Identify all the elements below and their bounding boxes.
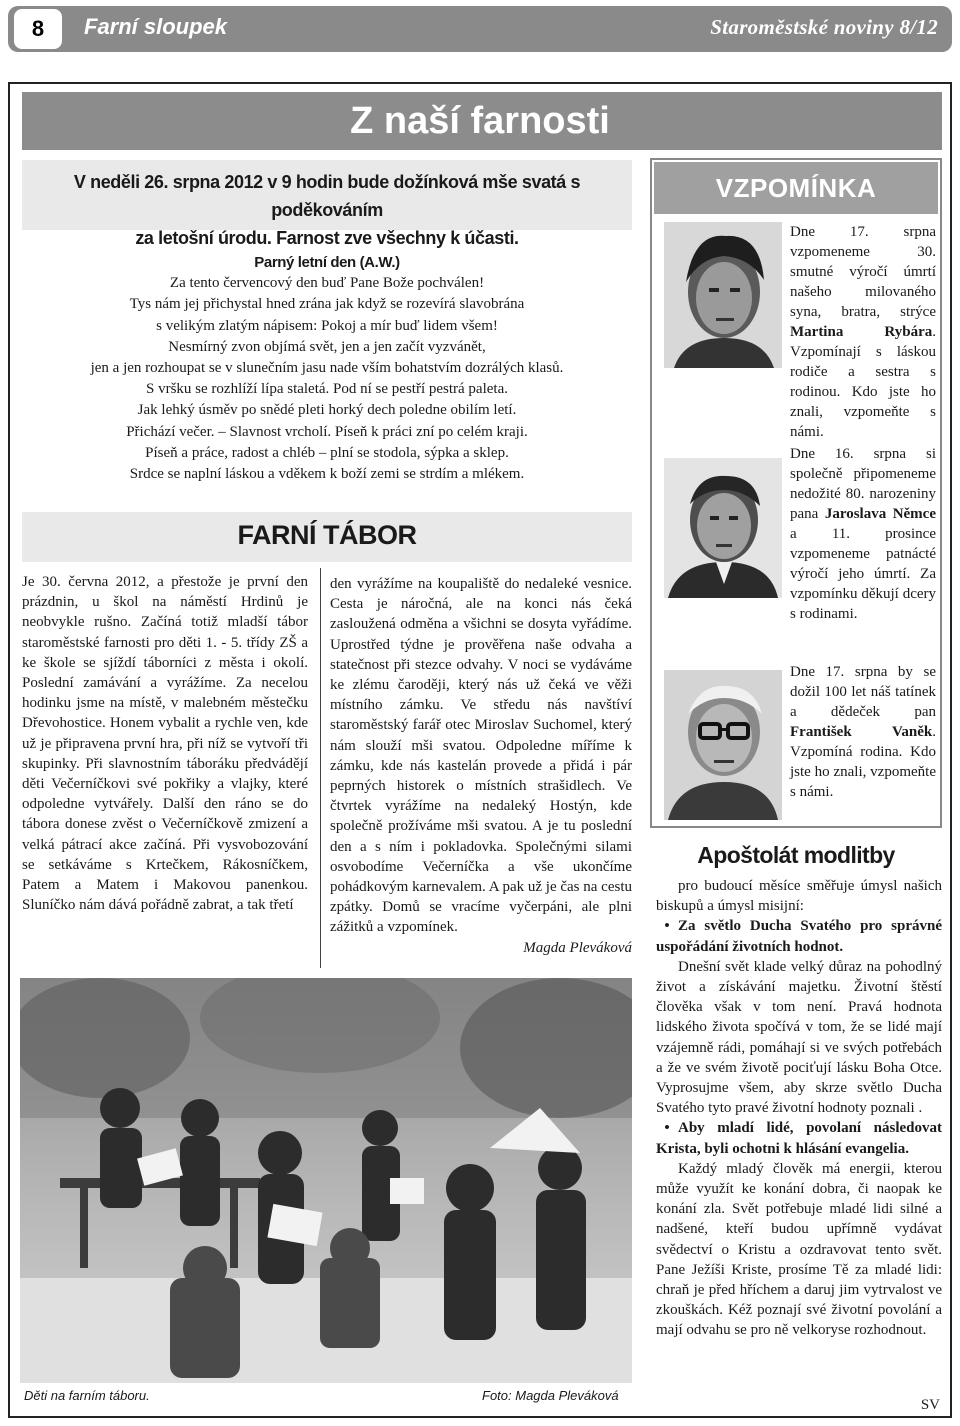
prayer-title: Apoštolát modlitby [697,842,895,868]
memorial-name: František Vaněk [790,724,933,740]
camp-photo-image [20,978,632,1383]
prayer-intro: pro budoucí měsíce směřuje úmysl našich biskupů a úmysl misijní: [656,878,942,915]
announcement-line-1: V neděli 26. srpna 2012 v 9 hodin bude dožínková mše svatá s poděkováním [73,172,581,220]
camp-title: FARNÍ TÁBOR [237,520,417,550]
prayer-paragraph-1: Dnešní svět klade velký důraz na pohodlný život a získávání majetku. Životní štěstí člověka však v tom není. Pravá hodnota lidského života spočívá v tom, že se lidé mají vzájemně rádi, pomáhají si ve svých potřebách a že ve svém životě pociťují lásku Boha Otce. Vyprosujme všem, aby skrze světlo Ducha Svatého tyto pravé životní hodnoty poznali . [656,958,942,1117]
prayer-paragraph-2: Každý mladý člověk má energii, kterou může využít ke konání dobra, či naopak ke konání zla. Svět potřebuje mladé lidi silné a nadšené, kteří budou upřímně vydávat svědectví o Kristu a ozdravovat tento svět. Pane Ježíši Kriste, prosíme Tě za mladé lidi: chraň je před hříchem a daruj jim vytrvalost ve zkouškách. Kéž poznají své životní povolání a mají odvahu se pro ně velkoryse rozhodnout. [656,1160,942,1339]
announcement-line-2: za letošní úrodu. Farnost zve všechny k účasti. [135,228,519,248]
memorial-name: Jaroslava Němce [824,506,936,522]
poem-title: Parný letní den (A.W.) [254,254,400,271]
prayer-signature: SV [920,1397,940,1413]
main-title: Z naší farnosti [350,100,610,142]
poem-line: Za tento červencový den buď Pane Bože pochválen! [169,275,485,292]
section-name: Farní sloupek [84,14,228,39]
poem [22,252,632,485]
poem-line: Nesmírný zvon objímá svět, jen a jen začít vyzvánět, [168,338,486,355]
bullet-icon: • [664,1120,670,1137]
camp-text-1: Je 30. června 2012, a přestože je první den prázdnin, u škol na náměstí Hrdinů je neobvykle rušno. Začíná totiž mladší tábor staroměstské farnosti pro děti 1. - 5. třídy ZŠ a ke škole se sjíždí táborníci z města i okolí. Poslední zamávání a vyrážíme. Za necelou hodinku jsme na místě, v malebném městečku Dřevohostice. Honem vybalit a rychle ven, kde už je připravena první hra, při níž se vytvoří tři skupinky. Při slavnostním táboráku předvádějí děti Večerníčkovi své pokřiky a vlajky, které odpoledne vytvářely. Další den ráno se do tábora donese zvěst o Večerníčkově zmizení a velká pátrací akce začíná. Při vysvobozování se setkáváme s Krtečkem, Rákosníčkem, Patem a Matem i Makovou panenkou. Sluníčko nám dává pořádně zabrat, a tak třetí [22,574,308,914]
poem-line: S vršku se rozhlíží lípa staletá. Pod ní se pestří pestrá paleta. [146,381,508,398]
poem-line: s velikým zlatým nápisem: Pokoj a mír buď lidem všem! [156,317,498,334]
prayer-intention-2: • Aby mladí lidé, povolaní následovat Krista, byli ochotni k hlásání evangelia. [656,1120,942,1157]
camp-text-2: den vyrážíme na koupaliště do nedaleké vesnice. Cesta je náročná, ale na konci nás čeká zasloužená odměna a všichni se dosyta vyřádíme. Uprostřed týdne je prověřena naše odvaha a statečnost při stezce odvahy. V noci se vydáváme ke zlému čaroději, který nás už čeká ve věži místního zámku. Ve středu nás navštíví staroměstský farář otec Miroslav Suchomel, který nám slouží mši svatou. Odpoledne míříme k zámku, kde nás kastelán provede a přidá i pár peprných historek o místních strašidlech. Ve čtvrtek vyrážíme na nedaleký Hostýn, kde společně prožíváme mši svatou. A je tu poslední den a s ním i pokladovka. Společnými silami osvobodíme Večerníčka a vše ukončíme pohádkovým karnevalem. A pak už je čas na cestu zpátky. Domů se vracíme vyčerpáni, ale plni zážitků a vzpomínek. [330,576,632,936]
memorial-entry-3: Dne 17. srpna by se dožil 100 let náš tatínek a dědeček pan František Vaněk. Vzpomíná rodina. Kdo jste ho znali, vzpomeňte s námi. [790,664,936,800]
poem-line: Jak lehký úsměv po snědé pleti horký dech poledne obilím letí. [137,402,517,419]
poem-line: jen a jen rozhoupat se v slunečním jasu nade vším bohatstvím dozrálých klasů. [90,360,564,377]
column-divider [320,568,321,968]
photo-credit: Foto: Magda Pleváková [482,1388,619,1403]
prayer-intention-1: • Za světlo Ducha Svatého pro správné uspořádání životních hodnot. [656,918,942,955]
prayer-section [656,876,942,1341]
camp-column-1 [22,572,308,915]
camp-photo [20,978,632,1383]
portrait-jaroslav-nemec [664,458,782,598]
memorial-title: VZPOMÍNKA [654,162,938,214]
memorial-entry-1-lead: Dne 17. srpna vzpomeneme 30. smutné výročí úmrtí našeho milovaného syna, bratra, strýce Martina Rybára. Vzpomínají s láskou rodiče a sestra s rodinou. Kdo jste ho znali, vzpomeňte s námi. [790,224,936,440]
poem-line: Píseň a práce, radost a chléb – plní se stodola, sýpka a sklep. [145,444,509,461]
bullet-icon: • [664,918,670,935]
memorial-name: Martina Rybára [790,324,933,340]
poem-line: Přichází večer. – Slavnost vrcholí. Píseň k práci zní po celém kraji. [126,423,528,440]
poem-line: Tys nám jej přichystal hned zrána jak když se rozevírá slavobrána [129,296,525,313]
portrait-frantisek-vanek [664,670,782,820]
page-number: 8 [14,9,62,49]
camp-author: Magda Pleváková [523,939,632,956]
poem-line: Srdce se naplní láskou a vděkem k boží zemi se strdím a mlékem. [129,466,525,483]
announcement-box [22,160,632,248]
issue-name: Staroměstské noviny 8/12 [710,15,938,39]
memorial-entry-2-lead: Dne 16. srpna si společně připomeneme nedožité 80. narozeniny pana Jaroslava Němce a 11. prosince vzpomeneme patnácté výročí jeho úmrtí. Za vzpomínku děkují dcery s rodinami. [790,446,936,622]
photo-caption: Děti na farním táboru. [24,1388,150,1403]
portrait-martin-rybar [664,222,782,368]
camp-column-2 [330,574,632,958]
